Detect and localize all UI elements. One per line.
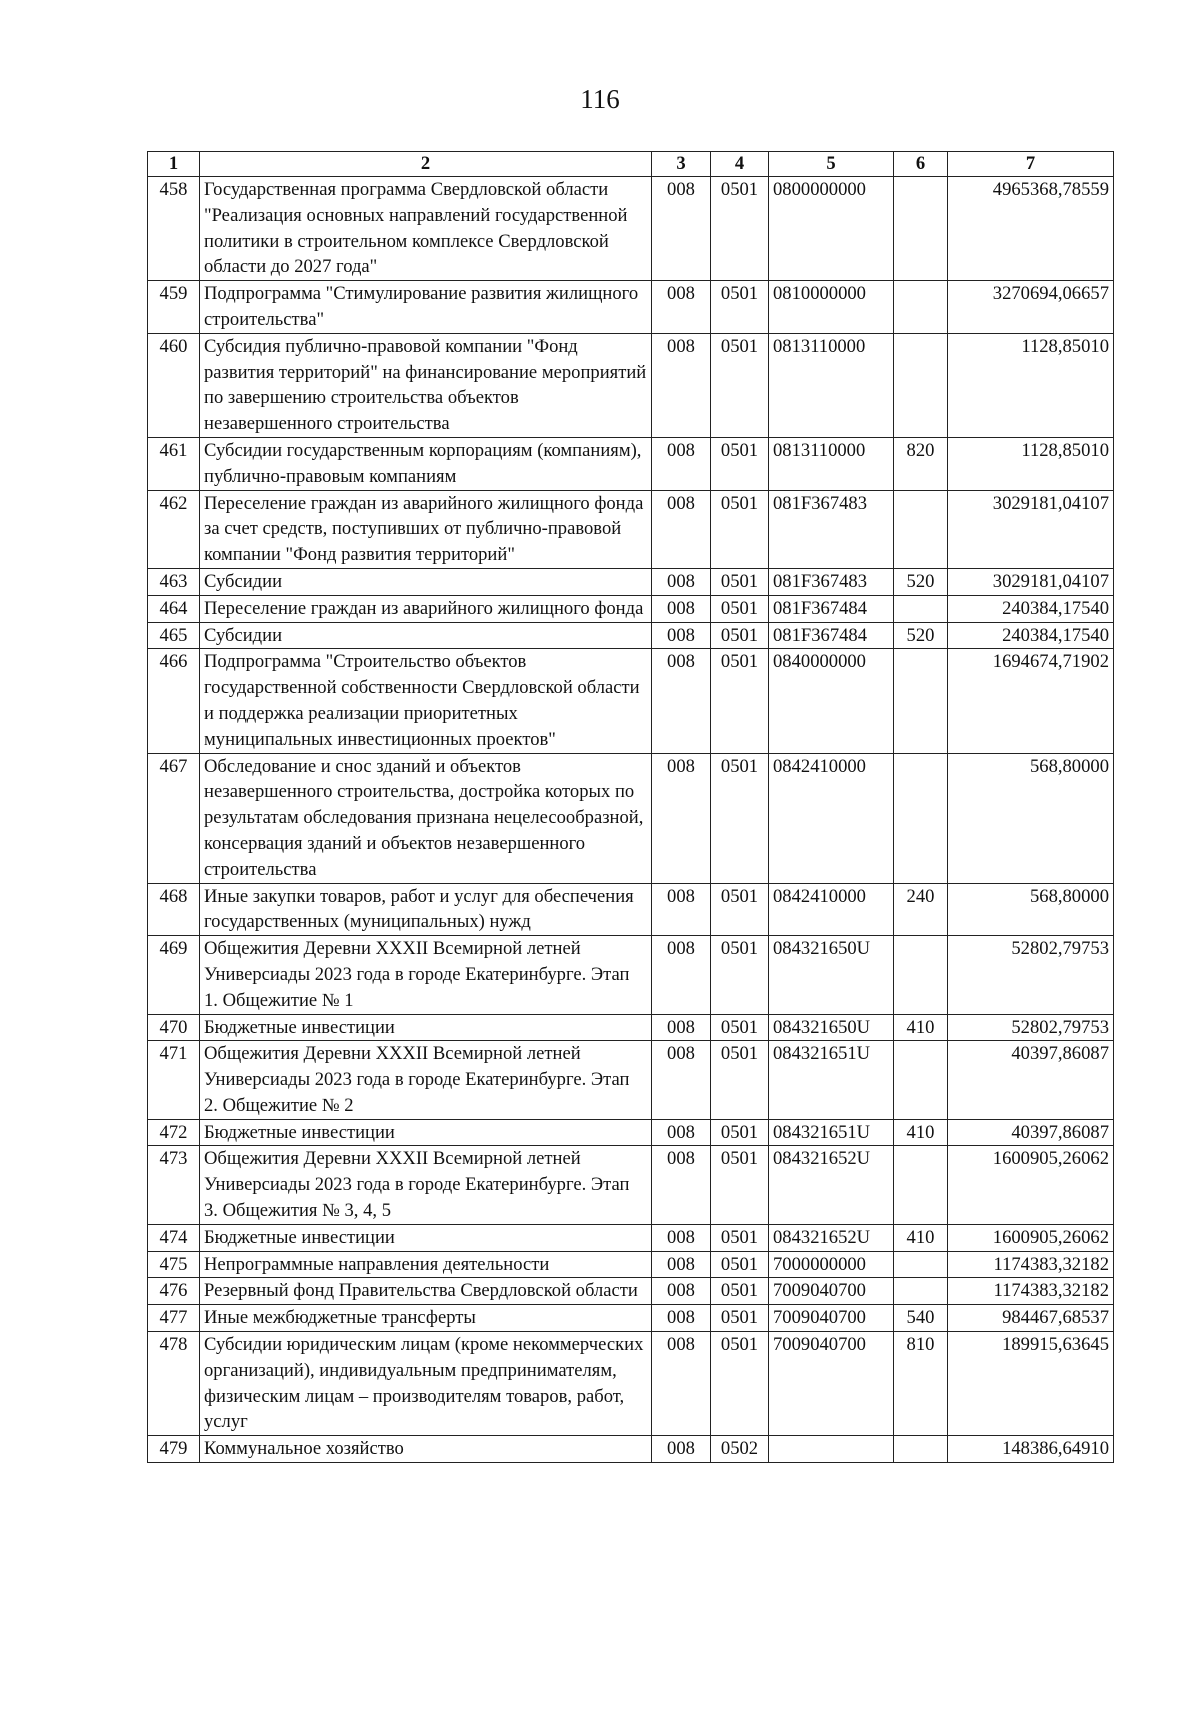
row-amount-cell: 189915,63645	[948, 1332, 1114, 1436]
row-number-cell: 471	[148, 1041, 200, 1119]
row-amount-cell: 52802,79753	[948, 936, 1114, 1014]
row-number-cell: 475	[148, 1251, 200, 1278]
row-target-code-cell: 081F367484	[769, 595, 894, 622]
row-amount-cell: 52802,79753	[948, 1014, 1114, 1041]
table-row	[148, 177, 1114, 281]
row-expense-type-cell	[894, 1251, 948, 1278]
row-name-cell: Субсидии государственным корпорациям (компаниям), публично-правовым компаниям	[200, 437, 652, 490]
row-target-code-cell: 084321651U	[769, 1119, 894, 1146]
row-section-cell: 0501	[711, 568, 769, 595]
table-row	[148, 649, 1114, 753]
row-expense-type-cell: 410	[894, 1119, 948, 1146]
row-expense-type-cell: 820	[894, 437, 948, 490]
row-number-cell: 466	[148, 649, 200, 753]
row-amount-cell: 1174383,32182	[948, 1251, 1114, 1278]
row-target-code-cell: 0842410000	[769, 753, 894, 883]
table-row	[148, 1278, 1114, 1305]
row-number-cell: 460	[148, 333, 200, 437]
row-target-code-cell: 7009040700	[769, 1278, 894, 1305]
row-department-cell: 008	[652, 595, 711, 622]
row-number-cell: 464	[148, 595, 200, 622]
row-section-cell: 0501	[711, 1278, 769, 1305]
row-department-cell: 008	[652, 490, 711, 568]
header-cell: 6	[894, 152, 948, 177]
table-row	[148, 1146, 1114, 1224]
row-section-cell: 0501	[711, 1014, 769, 1041]
row-name-cell: Общежития Деревни XXXII Всемирной летней Универсиады 2023 года в городе Екатеринбурге. Этап 1. Общежитие № 1	[200, 936, 652, 1014]
table-row	[148, 1305, 1114, 1332]
row-amount-cell: 40397,86087	[948, 1119, 1114, 1146]
row-number-cell: 473	[148, 1146, 200, 1224]
table-body	[148, 177, 1114, 1463]
row-department-cell: 008	[652, 883, 711, 936]
row-expense-type-cell	[894, 936, 948, 1014]
row-amount-cell: 1600905,26062	[948, 1146, 1114, 1224]
row-amount-cell: 984467,68537	[948, 1305, 1114, 1332]
row-expense-type-cell: 520	[894, 622, 948, 649]
table-row	[148, 490, 1114, 568]
row-department-cell: 008	[652, 753, 711, 883]
row-name-cell: Иные закупки товаров, работ и услуг для обеспечения государственных (муниципальных) нужд	[200, 883, 652, 936]
row-number-cell: 479	[148, 1436, 200, 1463]
row-expense-type-cell	[894, 595, 948, 622]
row-section-cell: 0501	[711, 1305, 769, 1332]
row-expense-type-cell: 810	[894, 1332, 948, 1436]
table-row	[148, 595, 1114, 622]
row-number-cell: 470	[148, 1014, 200, 1041]
row-section-cell: 0501	[711, 1041, 769, 1119]
row-number-cell: 461	[148, 437, 200, 490]
row-name-cell: Обследование и снос зданий и объектов незавершенного строительства, достройка которых по результатам обследования признана нецелесообразной, консервация зданий и объектов незавершенного строительства	[200, 753, 652, 883]
row-name-cell: Переселение граждан из аварийного жилищного фонда за счет средств, поступивших от публично-правовой компании "Фонд развития территорий"	[200, 490, 652, 568]
row-department-cell: 008	[652, 1146, 711, 1224]
row-amount-cell: 568,80000	[948, 753, 1114, 883]
row-expense-type-cell	[894, 1041, 948, 1119]
row-name-cell: Государственная программа Свердловской области "Реализация основных направлений государственной политики в строительном комплексе Свердловской области до 2027 года"	[200, 177, 652, 281]
row-section-cell: 0502	[711, 1436, 769, 1463]
row-expense-type-cell: 520	[894, 568, 948, 595]
row-target-code-cell: 081F367484	[769, 622, 894, 649]
row-section-cell: 0501	[711, 1251, 769, 1278]
row-name-cell: Бюджетные инвестиции	[200, 1224, 652, 1251]
row-expense-type-cell: 240	[894, 883, 948, 936]
row-target-code-cell: 0810000000	[769, 281, 894, 334]
row-number-cell: 459	[148, 281, 200, 334]
header-row	[148, 152, 1114, 177]
row-section-cell: 0501	[711, 622, 769, 649]
row-department-cell: 008	[652, 177, 711, 281]
row-department-cell: 008	[652, 333, 711, 437]
table-row	[148, 281, 1114, 334]
table-row	[148, 1014, 1114, 1041]
row-department-cell: 008	[652, 1278, 711, 1305]
row-section-cell: 0501	[711, 1146, 769, 1224]
table-row	[148, 333, 1114, 437]
row-amount-cell: 148386,64910	[948, 1436, 1114, 1463]
row-number-cell: 472	[148, 1119, 200, 1146]
row-section-cell: 0501	[711, 177, 769, 281]
row-name-cell: Общежития Деревни XXXII Всемирной летней Универсиады 2023 года в городе Екатеринбурге. Этап 3. Общежития № 3, 4, 5	[200, 1146, 652, 1224]
row-target-code-cell: 084321650U	[769, 1014, 894, 1041]
row-name-cell: Субсидии	[200, 568, 652, 595]
row-number-cell: 477	[148, 1305, 200, 1332]
row-expense-type-cell	[894, 649, 948, 753]
header-cell: 7	[948, 152, 1114, 177]
row-amount-cell: 240384,17540	[948, 622, 1114, 649]
row-expense-type-cell	[894, 1278, 948, 1305]
table-row	[148, 753, 1114, 883]
row-section-cell: 0501	[711, 437, 769, 490]
row-target-code-cell: 7009040700	[769, 1332, 894, 1436]
row-section-cell: 0501	[711, 1119, 769, 1146]
row-name-cell: Непрограммные направления деятельности	[200, 1251, 652, 1278]
row-amount-cell: 3029181,04107	[948, 490, 1114, 568]
row-target-code-cell: 0840000000	[769, 649, 894, 753]
row-expense-type-cell	[894, 281, 948, 334]
row-name-cell: Бюджетные инвестиции	[200, 1119, 652, 1146]
row-number-cell: 474	[148, 1224, 200, 1251]
row-name-cell: Подпрограмма "Стимулирование развития жилищного строительства"	[200, 281, 652, 334]
row-target-code-cell: 0813110000	[769, 333, 894, 437]
row-department-cell: 008	[652, 936, 711, 1014]
row-section-cell: 0501	[711, 281, 769, 334]
header-cell: 4	[711, 152, 769, 177]
row-department-cell: 008	[652, 1041, 711, 1119]
row-number-cell: 458	[148, 177, 200, 281]
row-amount-cell: 1128,85010	[948, 333, 1114, 437]
row-department-cell: 008	[652, 649, 711, 753]
row-target-code-cell	[769, 1436, 894, 1463]
row-name-cell: Коммунальное хозяйство	[200, 1436, 652, 1463]
row-name-cell: Общежития Деревни XXXII Всемирной летней Универсиады 2023 года в городе Екатеринбурге. Этап 2. Общежитие № 2	[200, 1041, 652, 1119]
table-row	[148, 1224, 1114, 1251]
row-department-cell: 008	[652, 1224, 711, 1251]
row-number-cell: 476	[148, 1278, 200, 1305]
row-section-cell: 0501	[711, 753, 769, 883]
table-row	[148, 1119, 1114, 1146]
row-target-code-cell: 084321650U	[769, 936, 894, 1014]
table-row	[148, 622, 1114, 649]
row-target-code-cell: 084321651U	[769, 1041, 894, 1119]
budget-table	[147, 151, 1114, 1463]
row-name-cell: Бюджетные инвестиции	[200, 1014, 652, 1041]
row-target-code-cell: 7000000000	[769, 1251, 894, 1278]
table-row	[148, 1332, 1114, 1436]
row-amount-cell: 3270694,06657	[948, 281, 1114, 334]
row-target-code-cell: 0813110000	[769, 437, 894, 490]
row-amount-cell: 4965368,78559	[948, 177, 1114, 281]
row-department-cell: 008	[652, 281, 711, 334]
table-row	[148, 1251, 1114, 1278]
row-number-cell: 469	[148, 936, 200, 1014]
row-section-cell: 0501	[711, 936, 769, 1014]
row-target-code-cell: 0842410000	[769, 883, 894, 936]
row-name-cell: Иные межбюджетные трансферты	[200, 1305, 652, 1332]
row-target-code-cell: 7009040700	[769, 1305, 894, 1332]
row-section-cell: 0501	[711, 883, 769, 936]
row-name-cell: Резервный фонд Правительства Свердловской области	[200, 1278, 652, 1305]
row-name-cell: Субсидии юридическим лицам (кроме некоммерческих организаций), индивидуальным предпринимателям, физическим лицам – производителям товаров, работ, услуг	[200, 1332, 652, 1436]
row-section-cell: 0501	[711, 1332, 769, 1436]
row-number-cell: 462	[148, 490, 200, 568]
row-target-code-cell: 081F367483	[769, 568, 894, 595]
table-row	[148, 568, 1114, 595]
row-expense-type-cell	[894, 177, 948, 281]
table-row	[148, 1436, 1114, 1463]
header-cell: 1	[148, 152, 200, 177]
row-number-cell: 465	[148, 622, 200, 649]
row-amount-cell: 240384,17540	[948, 595, 1114, 622]
row-expense-type-cell	[894, 490, 948, 568]
row-amount-cell: 1128,85010	[948, 437, 1114, 490]
row-amount-cell: 40397,86087	[948, 1041, 1114, 1119]
row-department-cell: 008	[652, 1014, 711, 1041]
row-amount-cell: 568,80000	[948, 883, 1114, 936]
row-expense-type-cell: 410	[894, 1224, 948, 1251]
header-cell: 2	[200, 152, 652, 177]
row-expense-type-cell: 540	[894, 1305, 948, 1332]
row-department-cell: 008	[652, 1332, 711, 1436]
row-department-cell: 008	[652, 1119, 711, 1146]
row-section-cell: 0501	[711, 649, 769, 753]
row-department-cell: 008	[652, 437, 711, 490]
row-section-cell: 0501	[711, 333, 769, 437]
row-section-cell: 0501	[711, 1224, 769, 1251]
row-department-cell: 008	[652, 622, 711, 649]
row-name-cell: Субсидия публично-правовой компании "Фонд развития территорий" на финансирование мероприятий по завершению строительства объектов незавершенного строительства	[200, 333, 652, 437]
row-department-cell: 008	[652, 1305, 711, 1332]
row-department-cell: 008	[652, 1251, 711, 1278]
row-number-cell: 467	[148, 753, 200, 883]
table-row	[148, 883, 1114, 936]
table-row	[148, 437, 1114, 490]
row-expense-type-cell	[894, 1146, 948, 1224]
header-cell: 5	[769, 152, 894, 177]
row-expense-type-cell	[894, 1436, 948, 1463]
row-name-cell: Субсидии	[200, 622, 652, 649]
row-department-cell: 008	[652, 568, 711, 595]
row-section-cell: 0501	[711, 595, 769, 622]
row-number-cell: 468	[148, 883, 200, 936]
row-name-cell: Переселение граждан из аварийного жилищного фонда	[200, 595, 652, 622]
row-amount-cell: 3029181,04107	[948, 568, 1114, 595]
row-name-cell: Подпрограмма "Строительство объектов государственной собственности Свердловской области и поддержка реализации приоритетных муниципальных инвестиционных проектов"	[200, 649, 652, 753]
row-target-code-cell: 0800000000	[769, 177, 894, 281]
row-amount-cell: 1694674,71902	[948, 649, 1114, 753]
row-amount-cell: 1600905,26062	[948, 1224, 1114, 1251]
row-amount-cell: 1174383,32182	[948, 1278, 1114, 1305]
header-cell: 3	[652, 152, 711, 177]
row-target-code-cell: 084321652U	[769, 1146, 894, 1224]
row-number-cell: 463	[148, 568, 200, 595]
row-department-cell: 008	[652, 1436, 711, 1463]
page-number: 116	[580, 84, 620, 114]
row-target-code-cell: 084321652U	[769, 1224, 894, 1251]
row-number-cell: 478	[148, 1332, 200, 1436]
row-expense-type-cell	[894, 333, 948, 437]
row-expense-type-cell	[894, 753, 948, 883]
table-row	[148, 936, 1114, 1014]
table-row	[148, 1041, 1114, 1119]
row-target-code-cell: 081F367483	[769, 490, 894, 568]
row-section-cell: 0501	[711, 490, 769, 568]
row-expense-type-cell: 410	[894, 1014, 948, 1041]
